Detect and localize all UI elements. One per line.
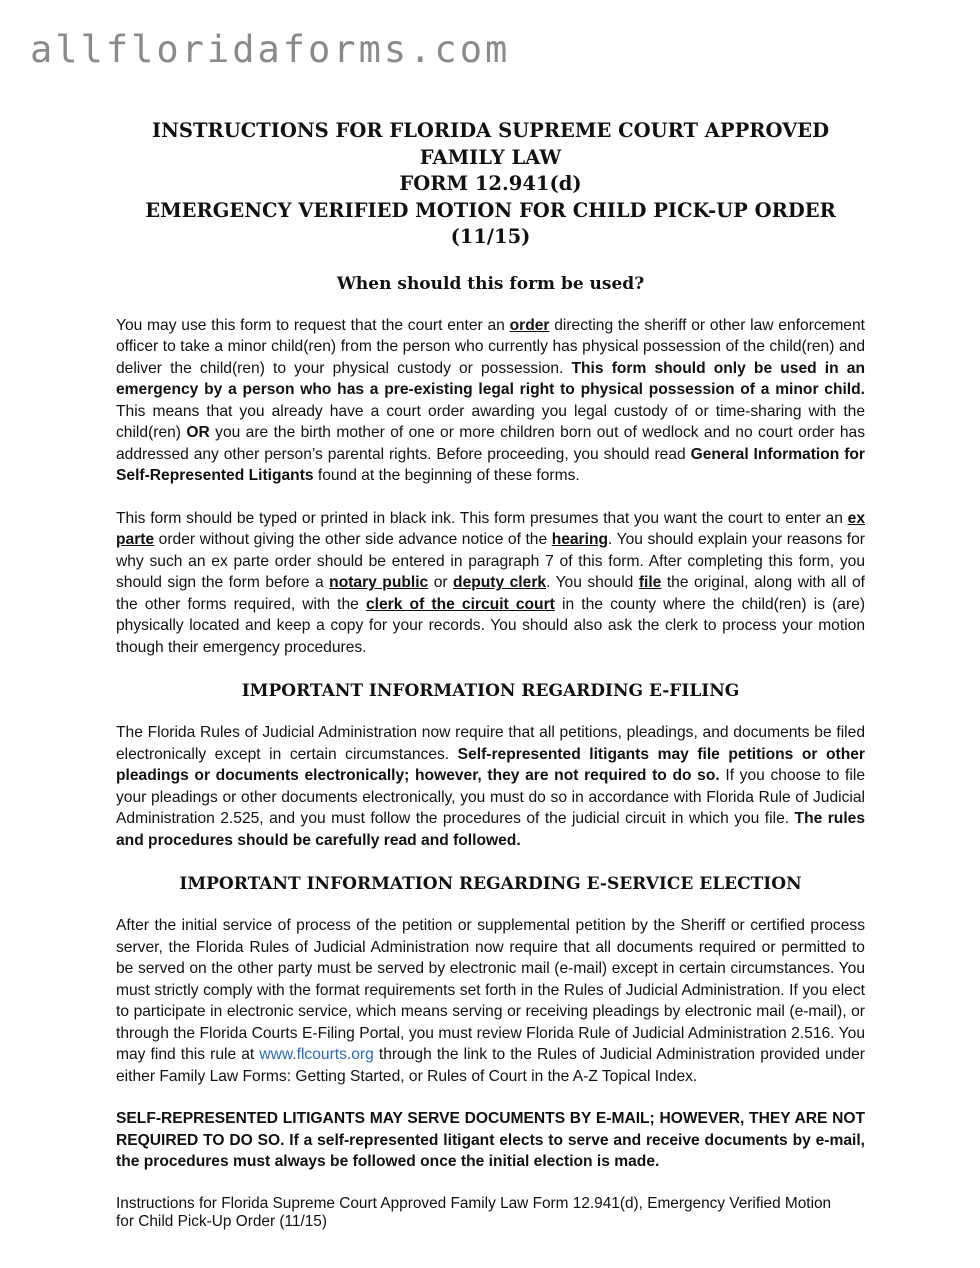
text: This means that you already have a court order awarding you legal custody of or time-sharing with the child(ren) [116, 402, 865, 441]
page-title [116, 118, 865, 251]
footer-line-1: Instructions for Florida Supreme Court Approved Family Law Form 12.941(d), Emergency Verified Motion [116, 1194, 832, 1212]
bold-text: This form should only be used in an emergency by a person who has a pre-existing legal right to physical possession of a minor child. [116, 359, 865, 398]
text: This form should be typed or printed in black ink. This form presumes that you want the court to enter an [116, 509, 848, 527]
title-line-3: EMERGENCY VERIFIED MOTION FOR CHILD PICK-UP ORDER (11/15) [145, 198, 836, 248]
watermark: allfloridaforms.com [30, 28, 511, 71]
bold-text: Self-represented litigants may file petitions or other pleadings or documents electronically; however, they are not required to do so. [116, 745, 865, 784]
bold-or: OR [186, 424, 210, 441]
bold-text: General Information for Self-Represented Litigants [116, 445, 865, 484]
text: After the initial service of process of the petition or supplemental petition by the Sheriff or certified process server, the Florida Rules of Judicial Administration now require that all documents required or permitted to be served on the other party must be served by electronic mail (e-mail) except in certain circumstances. You must strictly comply with the format requirements set forth in the Rules of Judicial Administration. If you elect to participate in electronic service, which means serving or receiving pleadings by electronic mail (e-mail), or through the Florida Courts E-Filing Portal, you must review Florida Rule of Judicial Administration 2.516. You may find this rule at [116, 917, 865, 1063]
text: order without giving the other side advance notice of the [154, 531, 552, 548]
heading-efiling: IMPORTANT INFORMATION REGARDING E-FILING [241, 681, 740, 701]
text: You may use this form to request that the court enter an [116, 316, 510, 334]
flcourts-link[interactable]: www.flcourts.org [259, 1046, 374, 1063]
paragraph-eservice [116, 915, 865, 1087]
title-line-2: FORM 12.941(d) [399, 172, 582, 195]
term-hearing: hearing [551, 531, 609, 548]
text: found at the beginning of these forms. [313, 467, 580, 484]
paragraph-when-used-1 [116, 315, 865, 487]
term-clerk-of-circuit-court: clerk of the circuit court [365, 595, 555, 613]
text: . You should explain your reasons for why such an ex parte order should be entered in paragraph 7 of this form. After completing this form, you should sign the form before a [116, 531, 865, 591]
page-footer [116, 1195, 865, 1231]
text: through the link to the Rules of Judicial Administration provided under either Family Law Forms: Getting Started, or Rules of Court in the A-Z Topical Index. [116, 1046, 865, 1085]
text: the original, along with all of the other forms required, with the [116, 574, 865, 613]
text: or [428, 574, 454, 591]
document-page [116, 118, 865, 1231]
text: If you choose to file your pleadings or other documents electronically, you must do so in accordance with Florida Rule of Judicial Administration 2.525, and you must follow the procedures of the judicial circuit in which you file. [116, 767, 865, 827]
heading-eservice: IMPORTANT INFORMATION REGARDING E-SERVICE ELECTION [179, 874, 802, 894]
term-order: order [509, 316, 550, 334]
text: in the county where the child(ren) is (are) physically located and keep a copy for your records. You should also ask the clerk to process your motion though their emergency procedures. [116, 595, 866, 656]
bold-text: SELF-REPRESENTED LITIGANTS MAY SERVE DOCUMENTS BY E-MAIL; HOWEVER, THEY ARE NOT REQUIRED TO DO SO. If a self-represented litigant elects to serve and receive documents by e-mail, the procedures must always be followed once the initial election is made. [116, 1110, 865, 1170]
bold-text: The rules and procedures should be carefully read and followed. [116, 810, 866, 849]
text: The Florida Rules of Judicial Administration now require that all petitions, pleadings, and documents be filed electronically except in certain circumstances. [116, 724, 865, 763]
paragraph-when-used-2 [116, 508, 865, 659]
text: directing the sheriff or other law enforcement officer to take a minor child(ren) from the person who currently has physical possession of the child(ren) and deliver the child(ren) to your physical custody or possession. [116, 316, 865, 377]
term-deputy-clerk: deputy clerk [453, 574, 547, 591]
footer-line-2: for Child Pick-Up Order (11/15) [116, 1212, 327, 1230]
text: . You should [546, 574, 639, 591]
term-ex-parte: ex parte [116, 509, 865, 548]
text: you are the birth mother of one or more children born out of wedlock and no court order has addressed any other person’s parental rights. Before proceeding, you should read [116, 424, 865, 463]
title-line-1: INSTRUCTIONS FOR FLORIDA SUPREME COURT APPROVED FAMILY LAW [151, 119, 830, 169]
paragraph-efiling [116, 722, 865, 851]
paragraph-eservice-bold [116, 1108, 865, 1173]
term-file: file [638, 574, 662, 591]
term-notary-public: notary public [329, 574, 429, 591]
heading-when-used: When should this form be used? [336, 273, 645, 294]
